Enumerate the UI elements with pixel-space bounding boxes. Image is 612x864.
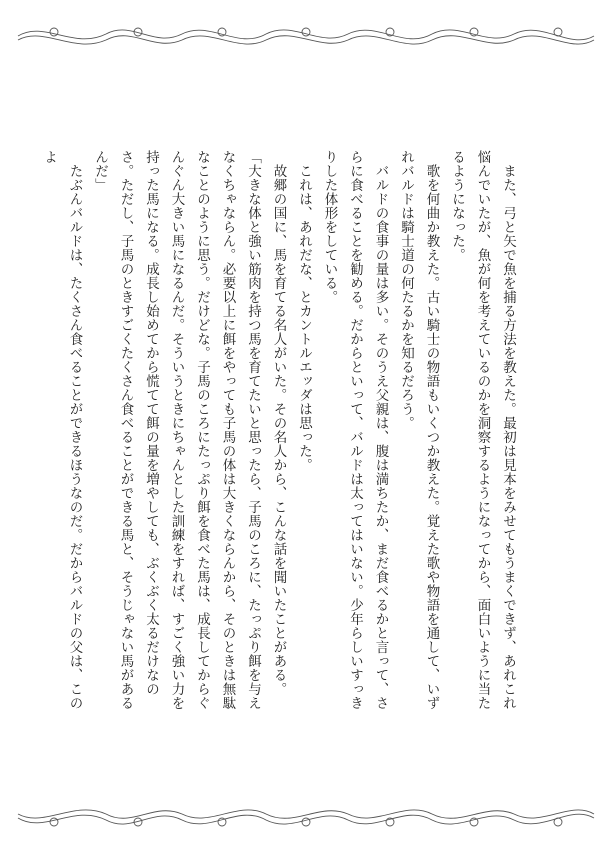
- paragraph-2: 歌を何曲か教えた。古い騎士の物語もいくつか教えた。覚えた歌や物語を通して、いずれバルドは騎士道の何たるかを知るだろう。: [398, 150, 440, 710]
- paragraph-5: 故郷の国に、馬を育てる名人がいた。その名人から、こんな話を聞いたことがある。: [270, 150, 287, 696]
- ornamental-border-bottom: [14, 800, 598, 840]
- paragraph-1: また、弓と矢で魚を捕る方法を教えた。最初は見本をみせてもうまくできず、あれこれ悩んでいたが、魚が何を考えているのかを洞察するようになってから、面白いように当たるようになった。: [449, 150, 516, 710]
- vertical-text-block: [41, 150, 520, 710]
- paragraph-4: これは、あれだな、とカントルエッダは思った。: [296, 150, 312, 472]
- paragraph-7: たぶんバルドは、たくさん食べることができるほうなのだ。だからバルドの父は、このよ: [41, 150, 83, 710]
- paragraph-6: 「大きな体と強い筋肉を持つ馬を育てたいと思ったら、子馬のころに、たっぷり餌を与えなくちゃならん。必要以上に餌をやっても子馬の体は大きくならんから、そのときは無駄なことのように思う。だけどな。子馬のころにたっぷり餌を食べた馬は、成長してからぐんぐん大きい馬になるんだ。そういうときにちゃんとした訓練をすれば、すごく強い力を持った馬になる。成長し始めてから慌てて餌の量を増やしても、ぶくぶく太るだけなのさ。ただし、子馬のときすごくたくさん食べることができる馬と、そうじゃない馬があるんだ」: [92, 150, 261, 710]
- paragraph-3: バルドの食事の量は多い。そのうえ父親は、腹は満ちたか、まだ食べるかと言って、さらに食べることを勧める。だからといって、バルドは太ってはいない。少年らしいすっきりした体形をしている。: [321, 150, 389, 710]
- ornamental-border-top: [14, 14, 598, 54]
